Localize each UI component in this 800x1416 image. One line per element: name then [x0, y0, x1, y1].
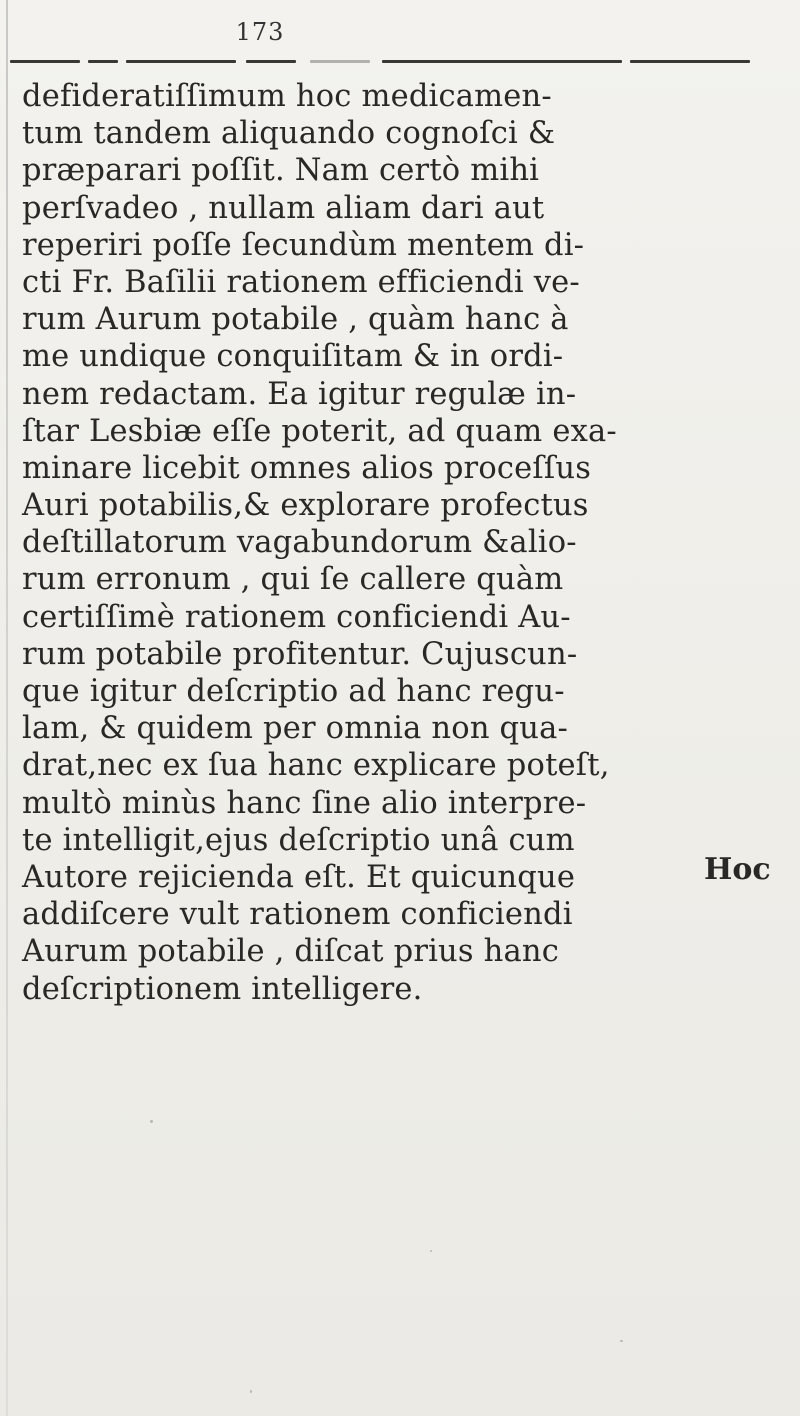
text-line: minare licebit omnes alios proceſſus: [22, 450, 592, 486]
text-line: perſvadeo , nullam aliam dari aut: [22, 190, 545, 226]
text-line: multò minùs hanc ſine alio interpre-: [22, 785, 587, 821]
text-line: tum tandem aliquando cognoſci &: [22, 116, 556, 152]
text-line: defideratiſſimum hoc medicamen-: [22, 79, 552, 114]
text-line: nem redactam. Ea igitur regulæ in-: [22, 376, 577, 412]
text-line: præparari poſſit. Nam certò mihi: [22, 153, 540, 189]
paper-speck: [620, 1340, 623, 1342]
text-line: rum potabile profitentur. Cujuscun-: [22, 636, 578, 672]
page-number: 173: [235, 18, 285, 46]
text-line: rum Aurum potabile , quàm hanc à: [22, 302, 569, 338]
text-line: ſtar Lesbiæ eſſe poterit, ad quam exa-: [22, 413, 617, 449]
paper-speck: [250, 1390, 252, 1393]
header-rule: [10, 58, 750, 64]
paper-speck: [430, 1250, 432, 1252]
text-line: reperiri poſſe ſecundùm mentem di-: [22, 227, 585, 263]
paper-speck: [150, 1120, 153, 1123]
text-line: me undique conquiſitam & in ordi-: [22, 339, 564, 375]
body-text: [22, 78, 782, 1008]
text-line: deſtillatorum vagabundorum &alio-: [22, 525, 577, 561]
text-line: addiſcere vult rationem conficiendi: [22, 897, 573, 933]
catchword: Hoc: [704, 852, 771, 887]
text-line: drat,nec ex ſua hanc explicare poteſt,: [22, 748, 610, 784]
text-line: lam, & quidem per omnia non qua-: [22, 711, 569, 747]
text-line: rum erronum , qui ſe callere quàm: [22, 562, 564, 598]
text-line: deſcriptionem intelligere.: [22, 971, 423, 1007]
text-line: Auri potabilis,& explorare profectus: [22, 488, 589, 524]
page-gutter-edge: [6, 0, 8, 1416]
text-line: te intelligit,ejus deſcriptio unâ cum: [22, 822, 575, 858]
text-line: cti Fr. Baſilii rationem efficiendi ve-: [22, 264, 580, 300]
text-line: certiſſimè rationem conficiendi Au-: [22, 599, 571, 635]
text-line: Aurum potabile , diſcat prius hanc: [22, 934, 559, 970]
text-line: que igitur deſcriptio ad hanc regu-: [22, 674, 565, 709]
text-line: Autore rejicienda eſt. Et quicunque: [22, 859, 576, 895]
